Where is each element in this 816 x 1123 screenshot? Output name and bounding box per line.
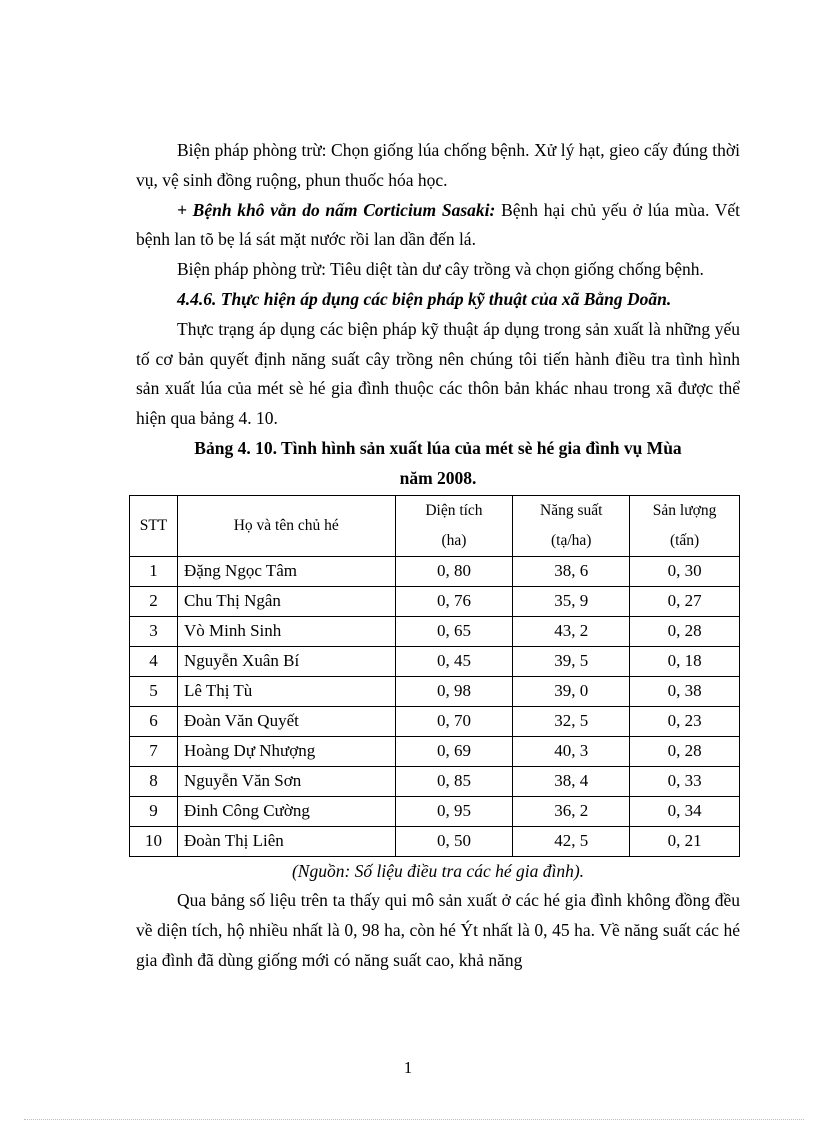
table-row (130, 766, 740, 796)
header-area-unit: (ha) (441, 531, 467, 549)
cell-yield: 39, 5 (513, 646, 630, 676)
table-caption-line1: Bảng 4. 10. Tình hình sản xuất lúa của mét sè hé gia đình vụ Mùa (194, 437, 682, 458)
cell-output: 0, 27 (630, 586, 740, 616)
table-source: (Nguồn: Số liệu điều tra các hé gia đình). (291, 860, 585, 881)
cell-name: Vò Minh Sinh (177, 616, 395, 646)
cell-name: Lê Thị Tù (177, 676, 395, 706)
cell-name: Nguyễn Văn Sơn (177, 766, 395, 796)
cell-area: 0, 69 (395, 736, 513, 766)
cell-stt: 10 (130, 826, 178, 856)
table-row (130, 826, 740, 856)
paragraph-prevention-1: Biện pháp phòng trừ: Chọn giống lúa chống bệnh. Xử lý hạt, gieo cấy đúng thời vụ, vệ sinh đồng ruộng, phun thuốc hóa học. (136, 140, 740, 190)
cell-stt: 7 (130, 736, 178, 766)
cell-output: 0, 34 (630, 796, 740, 826)
paragraph-sheath-blight (136, 196, 740, 256)
cell-yield: 40, 3 (513, 736, 630, 766)
cell-area: 0, 50 (395, 826, 513, 856)
cell-area: 0, 45 (395, 646, 513, 676)
header-yield (513, 495, 630, 556)
cell-name: Chu Thị Ngân (177, 586, 395, 616)
cell-name: Đoàn Văn Quyết (177, 706, 395, 736)
cell-area: 0, 80 (395, 556, 513, 586)
cell-stt: 3 (130, 616, 178, 646)
table-caption-line2: năm 2008. (399, 467, 477, 488)
cell-area: 0, 95 (395, 796, 513, 826)
cell-yield: 43, 2 (513, 616, 630, 646)
page-number: 1 (403, 1058, 413, 1077)
cell-stt: 2 (130, 586, 178, 616)
cell-yield: 39, 0 (513, 676, 630, 706)
cell-area: 0, 85 (395, 766, 513, 796)
table-row (130, 706, 740, 736)
cell-name: Đặng Ngọc Tâm (177, 556, 395, 586)
cell-stt: 4 (130, 646, 178, 676)
table-row (130, 676, 740, 706)
table-row (130, 616, 740, 646)
table-body (130, 556, 740, 856)
cell-output: 0, 30 (630, 556, 740, 586)
table-header-row (130, 495, 740, 556)
cell-output: 0, 38 (630, 676, 740, 706)
cell-area: 0, 65 (395, 616, 513, 646)
cell-yield: 32, 5 (513, 706, 630, 736)
cell-name: Đinh Công Cường (177, 796, 395, 826)
header-output-unit: (tấn) (669, 531, 700, 549)
cell-stt: 5 (130, 676, 178, 706)
header-area-label: Diện tích (425, 501, 483, 519)
cell-output: 0, 28 (630, 736, 740, 766)
paragraph-intro-table: Thực trạng áp dụng các biện pháp kỹ thuật áp dụng trong sản xuất là những yếu tố cơ bản quyết định năng suất cây trồng nên chúng tôi tiến hành điều tra tình hình sản xuất lúa của mét sè hé gia đình thuộc các thôn bản khác nhau trong xã được thể hiện qua bảng 4. 10. (136, 318, 740, 429)
cell-stt: 8 (130, 766, 178, 796)
cell-output: 0, 23 (630, 706, 740, 736)
page-bottom-divider (24, 1119, 804, 1120)
cell-output: 0, 21 (630, 826, 740, 856)
header-output (630, 495, 740, 556)
header-yield-unit: (tạ/ha) (551, 531, 592, 549)
document-body (136, 136, 740, 976)
cell-output: 0, 33 (630, 766, 740, 796)
header-yield-label: Năng suất (540, 501, 603, 519)
cell-name: Hoàng Dự Nhượng (177, 736, 395, 766)
cell-yield: 38, 4 (513, 766, 630, 796)
paragraph-analysis: Qua bảng số liệu trên ta thấy qui mô sản xuất ở các hé gia đình không đồng đều về diện tích, hộ nhiều nhất là 0, 98 ha, còn hé Ýt nhất là 0, 45 ha. Về năng suất các hé gia đình đã dùng giống mới có năng suất cao, khả năng (136, 890, 740, 970)
cell-yield: 38, 6 (513, 556, 630, 586)
cell-output: 0, 18 (630, 646, 740, 676)
cell-name: Nguyễn Xuân Bí (177, 646, 395, 676)
cell-name: Đoàn Thị Liên (177, 826, 395, 856)
table-row (130, 796, 740, 826)
section-heading: 4.4.6. Thực hiện áp dụng các biện pháp kỹ thuật của xã Bằng Doãn. (177, 288, 672, 309)
cell-stt: 9 (130, 796, 178, 826)
disease-description: Bệnh hại chủ yếu ở lúa mùa. Vết bệnh lan tõ bẹ lá sát mặt nước rồi lan dần đến lá. (136, 199, 740, 250)
header-name: Họ và tên chủ hé (177, 495, 395, 556)
cell-yield: 35, 9 (513, 586, 630, 616)
cell-area: 0, 98 (395, 676, 513, 706)
cell-area: 0, 70 (395, 706, 513, 736)
cell-stt: 6 (130, 706, 178, 736)
cell-yield: 36, 2 (513, 796, 630, 826)
cell-stt: 1 (130, 556, 178, 586)
table-row (130, 586, 740, 616)
disease-name: + Bệnh khô vằn do nấm Corticium Sasaki: (177, 199, 496, 220)
table-row (130, 736, 740, 766)
cell-yield: 42, 5 (513, 826, 630, 856)
cell-area: 0, 76 (395, 586, 513, 616)
table-row (130, 646, 740, 676)
table-row (130, 556, 740, 586)
header-output-label: Sản lượng (652, 501, 717, 519)
paragraph-prevention-2: Biện pháp phòng trừ: Tiêu diệt tàn dư cây trồng và chọn giống chống bệnh. (177, 259, 704, 280)
header-area (395, 495, 513, 556)
table-caption (136, 434, 740, 494)
header-stt: STT (130, 495, 178, 556)
rice-production-table (129, 495, 740, 857)
cell-output: 0, 28 (630, 616, 740, 646)
